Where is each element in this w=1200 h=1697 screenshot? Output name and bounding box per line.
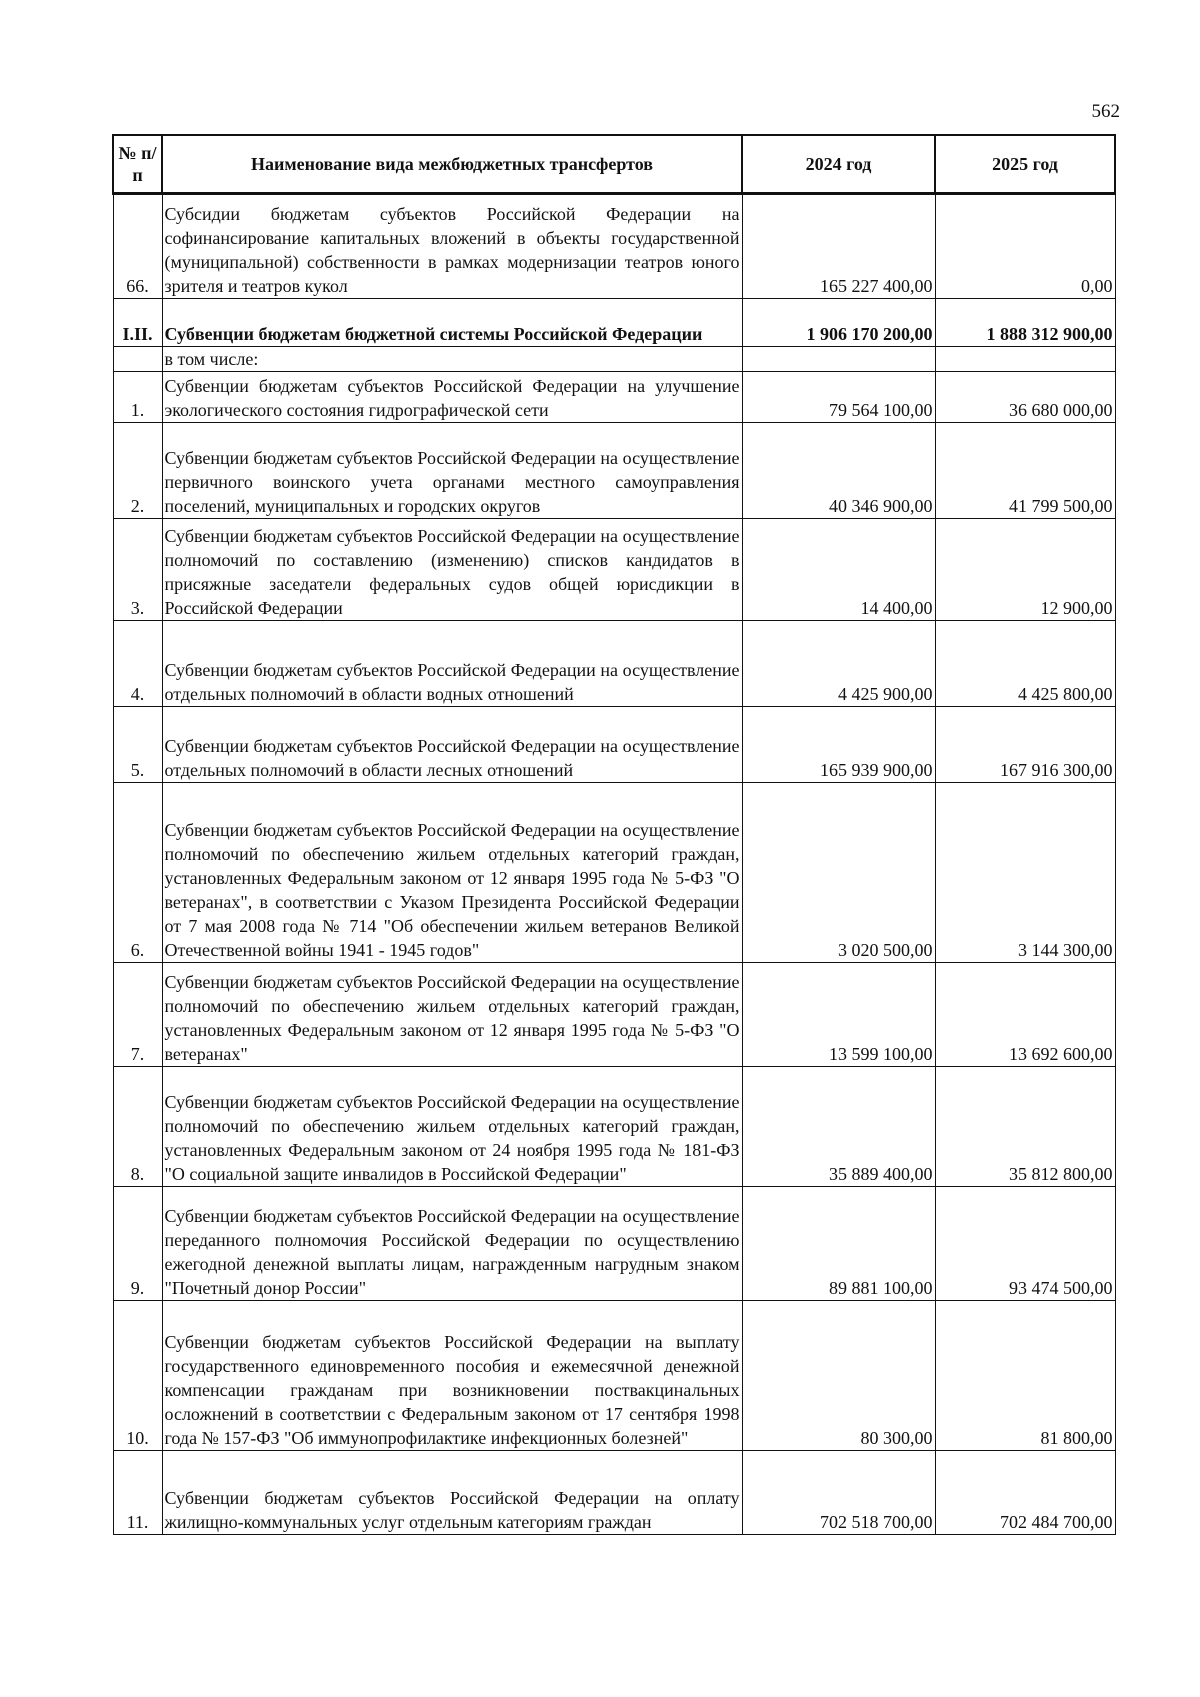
- row-amount-2025: 93 474 500,00: [935, 1187, 1115, 1301]
- table-row: [113, 783, 1115, 963]
- row-amount-2025: 41 799 500,00: [935, 423, 1115, 519]
- row-amount-2024: 165 227 400,00: [742, 194, 935, 299]
- row-amount-2024: 165 939 900,00: [742, 707, 935, 783]
- row-amount-2024: 1 906 170 200,00: [742, 299, 935, 347]
- table-row: [113, 707, 1115, 783]
- table-row: [113, 963, 1115, 1067]
- row-name: Субвенции бюджетам субъектов Российской Федерации на осуществление отдельных полномочий в области водных отношений: [162, 621, 742, 707]
- table-row: [113, 1067, 1115, 1187]
- table-row: [113, 372, 1115, 423]
- row-amount-2024: 3 020 500,00: [742, 783, 935, 963]
- row-name: Субсидии бюджетам субъектов Российской Федерации на софинансирование капитальных вложений в объекты государственной (муниципальной) собственности в рамках модернизации театров юного зрителя и театров кукол: [162, 194, 742, 299]
- row-name: в том числе:: [162, 347, 742, 372]
- row-amount-2025: 36 680 000,00: [935, 372, 1115, 423]
- row-amount-2024: 79 564 100,00: [742, 372, 935, 423]
- table-row: [113, 347, 1115, 372]
- row-name: Субвенции бюджетам субъектов Российской Федерации на осуществление первичного воинского учета органами местного самоуправления поселений, муниципальных и городских округов: [162, 423, 742, 519]
- table-row: [113, 194, 1115, 299]
- row-name: Субвенции бюджетам субъектов Российской Федерации на выплату государственного единовременного пособия и ежемесячной денежной компенсации гражданам при возникновении поствакцинальных осложнений в соответствии с Федеральным законом от 17 сентября 1998 года № 157-ФЗ "Об иммунопрофилактике инфекционных болезней": [162, 1301, 742, 1451]
- row-amount-2025: 3 144 300,00: [935, 783, 1115, 963]
- table-row: [113, 621, 1115, 707]
- transfers-table: [112, 134, 1116, 1535]
- header-name: Наименование вида межбюджетных трансфертов: [162, 135, 742, 194]
- table-row: [113, 1187, 1115, 1301]
- row-number: [113, 347, 162, 372]
- row-amount-2024: 702 518 700,00: [742, 1451, 935, 1535]
- row-number: I.II.: [113, 299, 162, 347]
- row-name: Субвенции бюджетам субъектов Российской Федерации на осуществление отдельных полномочий в области лесных отношений: [162, 707, 742, 783]
- row-amount-2024: 40 346 900,00: [742, 423, 935, 519]
- row-amount-2025: 13 692 600,00: [935, 963, 1115, 1067]
- row-number: 8.: [113, 1067, 162, 1187]
- row-amount-2025: 167 916 300,00: [935, 707, 1115, 783]
- table-row: [113, 1451, 1115, 1535]
- page-number: 562: [1091, 101, 1120, 122]
- row-amount-2025: 1 888 312 900,00: [935, 299, 1115, 347]
- row-amount-2025: [935, 347, 1115, 372]
- row-name: Субвенции бюджетам субъектов Российской Федерации на осуществление полномочий по составлению (изменению) списков кандидатов в присяжные заседатели федеральных судов общей юрисдикции в Российской Федерации: [162, 519, 742, 621]
- table-row: [113, 423, 1115, 519]
- row-name: Субвенции бюджетам субъектов Российской Федерации на оплату жилищно-коммунальных услуг отдельным категориям граждан: [162, 1451, 742, 1535]
- row-number: 10.: [113, 1301, 162, 1451]
- row-amount-2024: 35 889 400,00: [742, 1067, 935, 1187]
- row-number: 6.: [113, 783, 162, 963]
- header-2025: 2025 год: [935, 135, 1115, 194]
- row-amount-2025: 35 812 800,00: [935, 1067, 1115, 1187]
- row-amount-2025: 81 800,00: [935, 1301, 1115, 1451]
- row-amount-2025: 4 425 800,00: [935, 621, 1115, 707]
- row-amount-2025: 0,00: [935, 194, 1115, 299]
- row-name: Субвенции бюджетам субъектов Российской Федерации на улучшение экологического состояния гидрографической сети: [162, 372, 742, 423]
- row-amount-2024: 13 599 100,00: [742, 963, 935, 1067]
- row-amount-2025: 12 900,00: [935, 519, 1115, 621]
- row-amount-2024: [742, 347, 935, 372]
- row-number: 11.: [113, 1451, 162, 1535]
- row-name: Субвенции бюджетам субъектов Российской Федерации на осуществление полномочий по обеспечению жильем отдельных категорий граждан, установленных Федеральным законом от 12 января 1995 года № 5-ФЗ "О ветеранах": [162, 963, 742, 1067]
- row-amount-2024: 89 881 100,00: [742, 1187, 935, 1301]
- row-name: Субвенции бюджетам субъектов Российской Федерации на осуществление полномочий по обеспечению жильем отдельных категорий граждан, установленных Федеральным законом от 24 ноября 1995 года № 181-ФЗ "О социальной защите инвалидов в Российской Федерации": [162, 1067, 742, 1187]
- row-amount-2024: 14 400,00: [742, 519, 935, 621]
- row-name: Субвенции бюджетам субъектов Российской Федерации на осуществление полномочий по обеспечению жильем отдельных категорий граждан, установленных Федеральным законом от 12 января 1995 года № 5-ФЗ "О ветеранах", в соответствии с Указом Президента Российской Федерации от 7 мая 2008 года № 714 "Об обеспечении жильем ветеранов Великой Отечественной войны 1941 - 1945 годов": [162, 783, 742, 963]
- row-number: 2.: [113, 423, 162, 519]
- row-name: Субвенции бюджетам субъектов Российской Федерации на осуществление переданного полномочия Российской Федерации по осуществлению ежегодной денежной выплаты лицам, награжденным нагрудным знаком "Почетный донор России": [162, 1187, 742, 1301]
- row-amount-2025: 702 484 700,00: [935, 1451, 1115, 1535]
- table-row-total: [113, 299, 1115, 347]
- table-header-row: [113, 135, 1115, 194]
- row-number: 4.: [113, 621, 162, 707]
- header-num: № п/п: [113, 135, 162, 194]
- row-number: 3.: [113, 519, 162, 621]
- header-2024: 2024 год: [742, 135, 935, 194]
- row-amount-2024: 80 300,00: [742, 1301, 935, 1451]
- table-row: [113, 1301, 1115, 1451]
- table-row: [113, 519, 1115, 621]
- row-amount-2024: 4 425 900,00: [742, 621, 935, 707]
- row-number: 66.: [113, 194, 162, 299]
- row-number: 5.: [113, 707, 162, 783]
- row-number: 9.: [113, 1187, 162, 1301]
- row-number: 7.: [113, 963, 162, 1067]
- row-number: 1.: [113, 372, 162, 423]
- row-name: Субвенции бюджетам бюджетной системы Российской Федерации: [162, 299, 742, 347]
